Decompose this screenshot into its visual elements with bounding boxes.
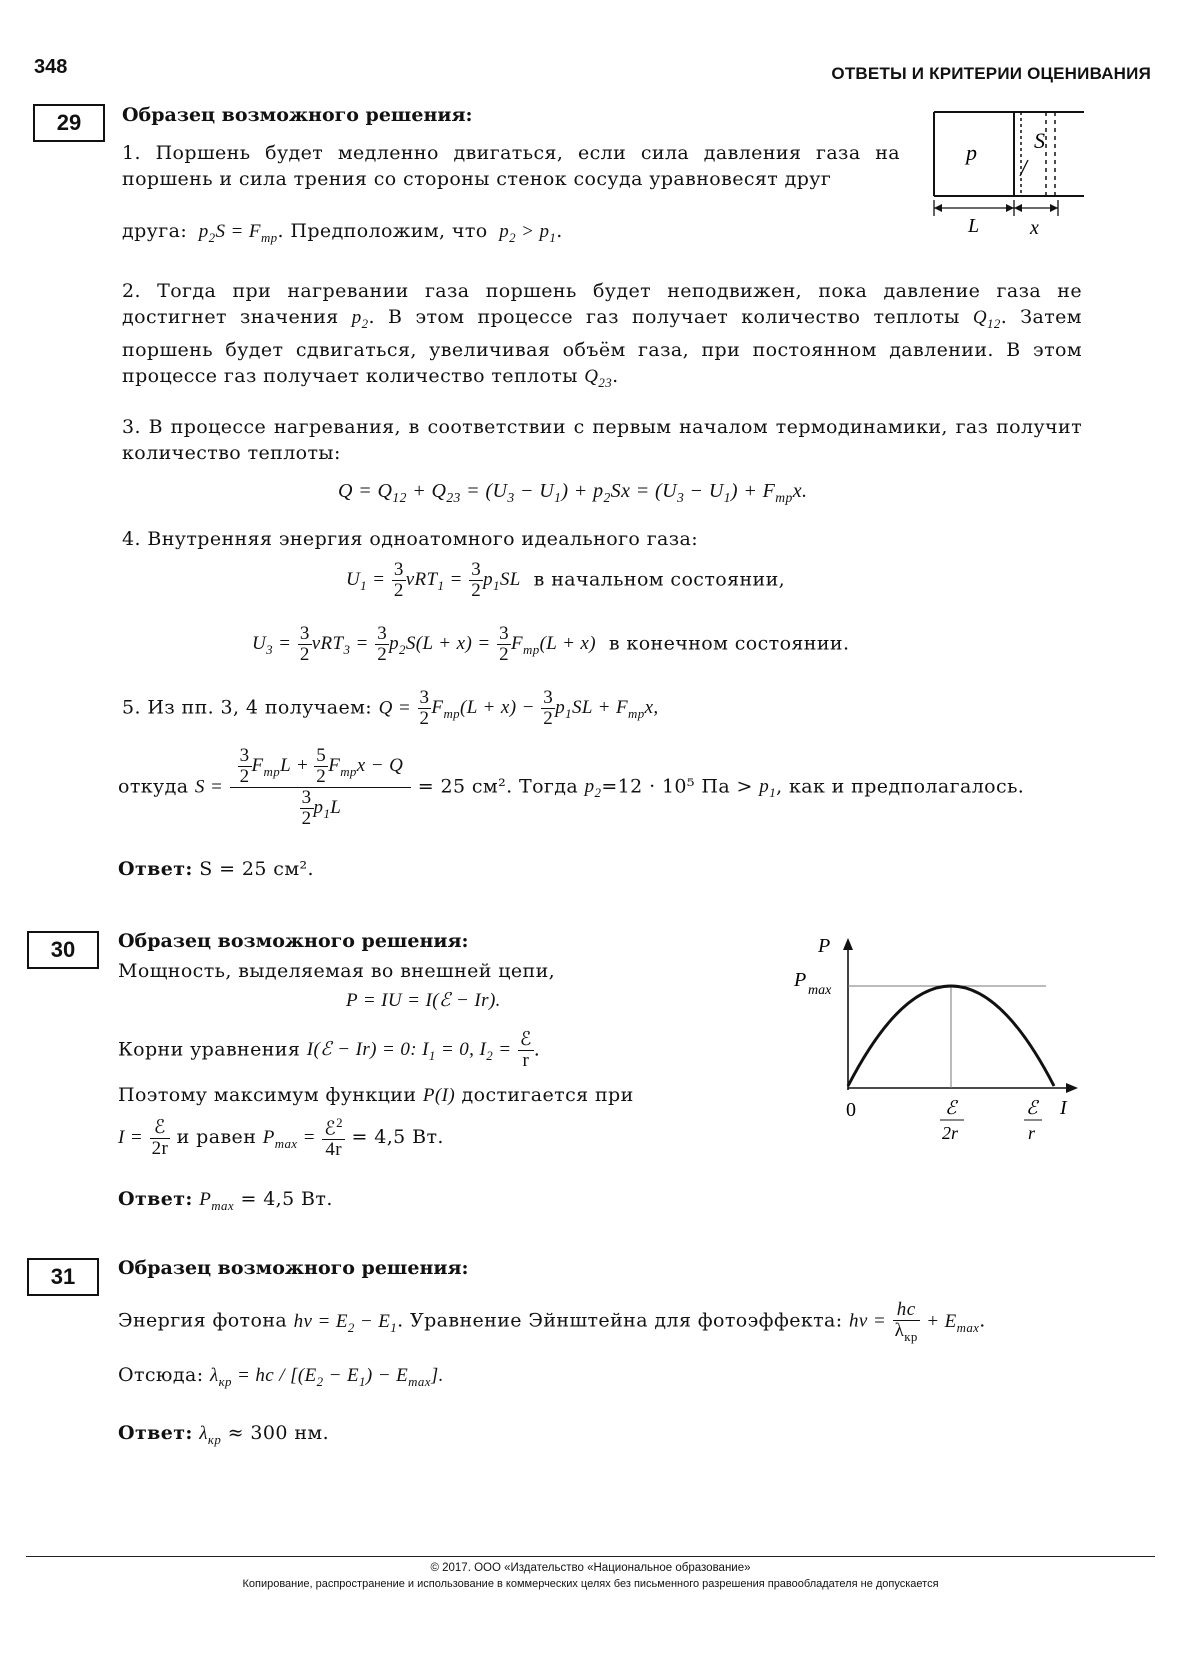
task-29-u1-formula: $U_1$ = $\frac{3}{2}$ νRT$_1$ = $\frac{3}{2}$ $p_1SL$ в начальном состоянии, <box>346 559 786 601</box>
text-fragment: Отсюда: <box>118 1364 204 1386</box>
task-29-step-3: 3. В процессе нагревания, в соответствии с первым началом термодинамики, газ получит количество теплоты: <box>122 416 1082 464</box>
task-29-result: откуда S = $\frac{3}{2}$ $F_{тр}L$ + $\frac{5}{2}$ $F_{тр}x - Q$ $\frac{3}{2}$ $p_1L$ = 25 см². Тогда $p_2=12 \cdot 10^5$ Па > $p_1$, как и предполагалось. <box>118 745 1025 829</box>
task-30-line-1: Мощность, выделяемая во внешней цепи, <box>118 960 556 982</box>
task-29-step-5: 5. Из пп. 3, 4 получаем: Q = $\frac{3}{2}$ $F_{тр}(L + x)$ − $\frac{3}{2}$ $p_1SL + F_{тр}x$, <box>122 687 659 729</box>
answer-label: Ответ: <box>118 1422 193 1444</box>
piston-label-p: p <box>966 140 977 165</box>
task-31-line-1: Энергия фотона $h\nu = E_2 - E_1$. Уравнение Эйнштейна для фотоэффекта: hν = $\frac{hc}{\lambda_{кр}}$ + $E_{max}$. <box>118 1299 986 1344</box>
text-fragment: в начальном состоянии, <box>533 568 786 591</box>
task-29-answer <box>118 856 314 882</box>
task-31-heading: Образец возможного решения: <box>118 1257 469 1279</box>
text-fragment: . Уравнение Эйнштейна для фотоэффекта: <box>397 1309 843 1332</box>
page-number: 348 <box>34 56 68 78</box>
graph-pmax-label: P <box>794 969 807 991</box>
graph-origin-label: 0 <box>846 1099 856 1121</box>
task-30-maximum-formula: I = $\frac{\text{ℰ}}{2r}$ и равен $P_{max}$ = $\frac{ℰ^2}{4r}$ = 4,5 Вт. <box>118 1115 444 1161</box>
task-29-heading: Образец возможного решения: <box>122 104 473 126</box>
graph-tick-1-den: 2r <box>942 1123 959 1143</box>
piston-label-x: x <box>1030 217 1039 238</box>
text-fragment: . В этом процессе газ получает количество теплоты <box>368 306 960 328</box>
graph-tick-1-num: ℰ <box>945 1098 957 1119</box>
task-29-step-1: 1. Поршень будет медленно двигаться, если сила давления газа на поршень и сила трения со стороны стенок сосуда уравновесят друг <box>122 142 900 190</box>
text-fragment: . Затем поршень будет сдвигаться, увеличивая объём газа, при постоянном давлении. В этом процессе газ получает количество теплоты <box>122 306 1082 387</box>
task-30-number: 30 <box>27 931 99 969</box>
footer-copyright: © 2017. ООО «Издательство «Национальное образование» <box>430 1562 751 1574</box>
piston-label-S: S <box>1034 128 1045 153</box>
text-fragment: =12 · 10⁵ Па > <box>601 775 753 798</box>
text-fragment: и равен <box>176 1126 257 1149</box>
graph-tick-2-den: r <box>1028 1123 1036 1143</box>
text-fragment: . Предположим, что <box>277 220 488 242</box>
graph-pmax-sub: max <box>808 983 832 998</box>
text-fragment: 5. Из пп. 3, 4 получаем: <box>122 696 373 719</box>
task-29-number: 29 <box>33 104 105 142</box>
answer-value: ≈ 300 нм. <box>227 1422 330 1444</box>
footer-rule <box>26 1556 1155 1557</box>
task-29-step-4: 4. Внутренняя энергия одноатомного идеального газа: <box>122 528 699 550</box>
text-fragment: Корни уравнения <box>118 1038 301 1061</box>
task-31-number: 31 <box>27 1258 99 1296</box>
text-fragment: , как и предполагалось. <box>776 775 1025 798</box>
answer-label: Ответ: <box>118 858 193 880</box>
power-graph <box>788 928 1088 1158</box>
piston-label-L: L <box>968 215 980 237</box>
task-30-maximum-text: Поэтому максимум функции P(I) достигается при <box>118 1084 634 1106</box>
text-fragment: в конечном состоянии. <box>608 632 850 655</box>
task-31-line-2: Отсюда: $\lambda_{кр}$ = hc / $[(E_2 - E_1) - E_{max}]$. <box>118 1364 444 1389</box>
task-30-answer: Ответ: $P_{max} = 4,5$ Вт. <box>118 1188 333 1213</box>
answer-value: S = 25 см². <box>199 858 314 880</box>
text-fragment: достигается при <box>461 1084 634 1106</box>
task-29-step-1-equation: друга: $p_2S = F_{тр}$. Предположим, что $p_2 > p_1$. <box>122 220 563 245</box>
task-29-step-2: 2. Тогда при нагревании газа поршень будет неподвижен, пока давление газа не достигнет значения $p_2$. В этом процессе газ получает количество теплоты $Q_{12}$. Затем поршень будет сдвигаться, увеличивая объём газа, при постоянном давлении. В этом процессе газ получает количество теплоты $Q_{23}$. <box>122 280 1082 390</box>
task-30-roots: Корни уравнения I(ℰ − Ir) = 0: $I_1 = 0$, $I_2$ = $\frac{\text{ℰ}}{r}$ . <box>118 1029 541 1071</box>
text-fragment: 2. Тогда при нагревании газа поршень будет неподвижен, пока давление газа не достигнет значения <box>122 280 1082 328</box>
graph-x-label: I <box>1060 1097 1067 1119</box>
piston-figure <box>928 108 1088 238</box>
text-fragment: Энергия фотона <box>118 1309 288 1332</box>
graph-tick-2-num: ℰ <box>1026 1098 1038 1119</box>
graph-y-label: P <box>818 935 831 957</box>
text-fragment: Поэтому максимум функции <box>118 1084 417 1106</box>
task-29-u3-formula: $U_3$ = $\frac{3}{2}$ νRT$_3$ = $\frac{3}{2}$ $p_2S(L + x)$ = $\frac{3}{2}$ $F_{тр}(L + x)$ в конечном состоянии. <box>252 623 850 665</box>
text-fragment: = 25 см². Тогда <box>417 775 579 798</box>
answer-value: = 4,5 Вт. <box>240 1188 333 1210</box>
text-fragment: откуда <box>118 775 189 798</box>
task-29-first-law-formula: $Q = Q_{12} + Q_{23} = (U_3 - U_1) + p_2Sx = (U_3 - U_1) + F_{тр}x$. <box>338 480 808 505</box>
task-31-answer: Ответ: $\lambda_{кр} \approx 300$ нм. <box>118 1422 330 1447</box>
running-title: ОТВЕТЫ И КРИТЕРИИ ОЦЕНИВАНИЯ <box>831 64 1151 83</box>
text-fragment: = 4,5 Вт. <box>351 1126 444 1149</box>
text-fragment: друга: <box>122 220 188 242</box>
task-30-heading: Образец возможного решения: <box>118 930 469 952</box>
task-30-power-formula: P = IU = I(ℰ − Ir). <box>346 990 501 1011</box>
footer-notice: Копирование, распространение и использование в коммерческих целях без письменного разрешения правообладателя не допускается <box>242 1578 939 1590</box>
answer-label: Ответ: <box>118 1188 193 1210</box>
